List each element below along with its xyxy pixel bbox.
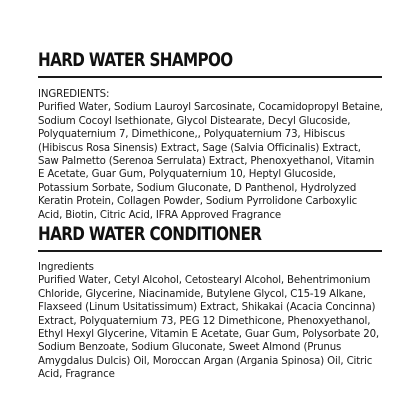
shampoo-ingredients-label: INGREDIENTS: — [38, 89, 110, 100]
shampoo-ingredients-list: Purified Water, Sodium Lauroyl Sarcosinate, Cocamidopropyl Betaine, Sodium Cocoyl Isethionate, Glycol Distearate, Decyl Glucoside, Polyquaternium 7, Dimethicone,, Polyquaternium 73, Hibiscus (Hibiscus Rosa Sinensis) Extract, Sage (Salvia Officinalis) Extract, Saw Palmetto (Serenoa Serrulata) Extract, Phenoxyethanol, Vitamin E Acetate, Guar Gum, Polyquaternium 10, Heptyl Glucoside, Potassium Sorbate, Sodium Gluconate, D Panthenol, Hydrolyzed Keratin Protein, Collagen Powder, Sodium Pyrrolidone Carboxylic Acid, Biotin, Citric Acid, IFRA Approved Fragrance — [38, 102, 383, 221]
conditioner-title: HARD WATER CONDITIONER — [38, 223, 262, 245]
conditioner-title-underline — [38, 250, 382, 252]
conditioner-ingredients-list: Purified Water, Cetyl Alcohol, Cetostearyl Alcohol, Behentrimonium Chloride, Glycerine, Niacinamide, Butylene Glycol, C15-19 Alkane, Flaxseed (Linum Usitatissimum) Extract, Shikakai (Acacia Concinna) Extract, Polyquaternium 73, PEG 12 Dimethicone, Phenoxyethanol, Ethyl Hexyl Glycerine, Vitamin E Acetate, Guar Gum, Polysorbate 20, Sodium Benzoate, Sodium Gluconate, Sweet Almond (Prunus Amygdalus Dulcis) Oil, Moroccan Argan (Argania Spinosa) Oil, Citric Acid, Fragrance — [38, 275, 380, 381]
conditioner-section — [38, 222, 383, 382]
conditioner-ingredients-label: Ingredients — [38, 262, 94, 273]
shampoo-title-underline — [38, 76, 382, 78]
shampoo-section — [38, 48, 383, 222]
shampoo-title: HARD WATER SHAMPOO — [38, 49, 233, 71]
